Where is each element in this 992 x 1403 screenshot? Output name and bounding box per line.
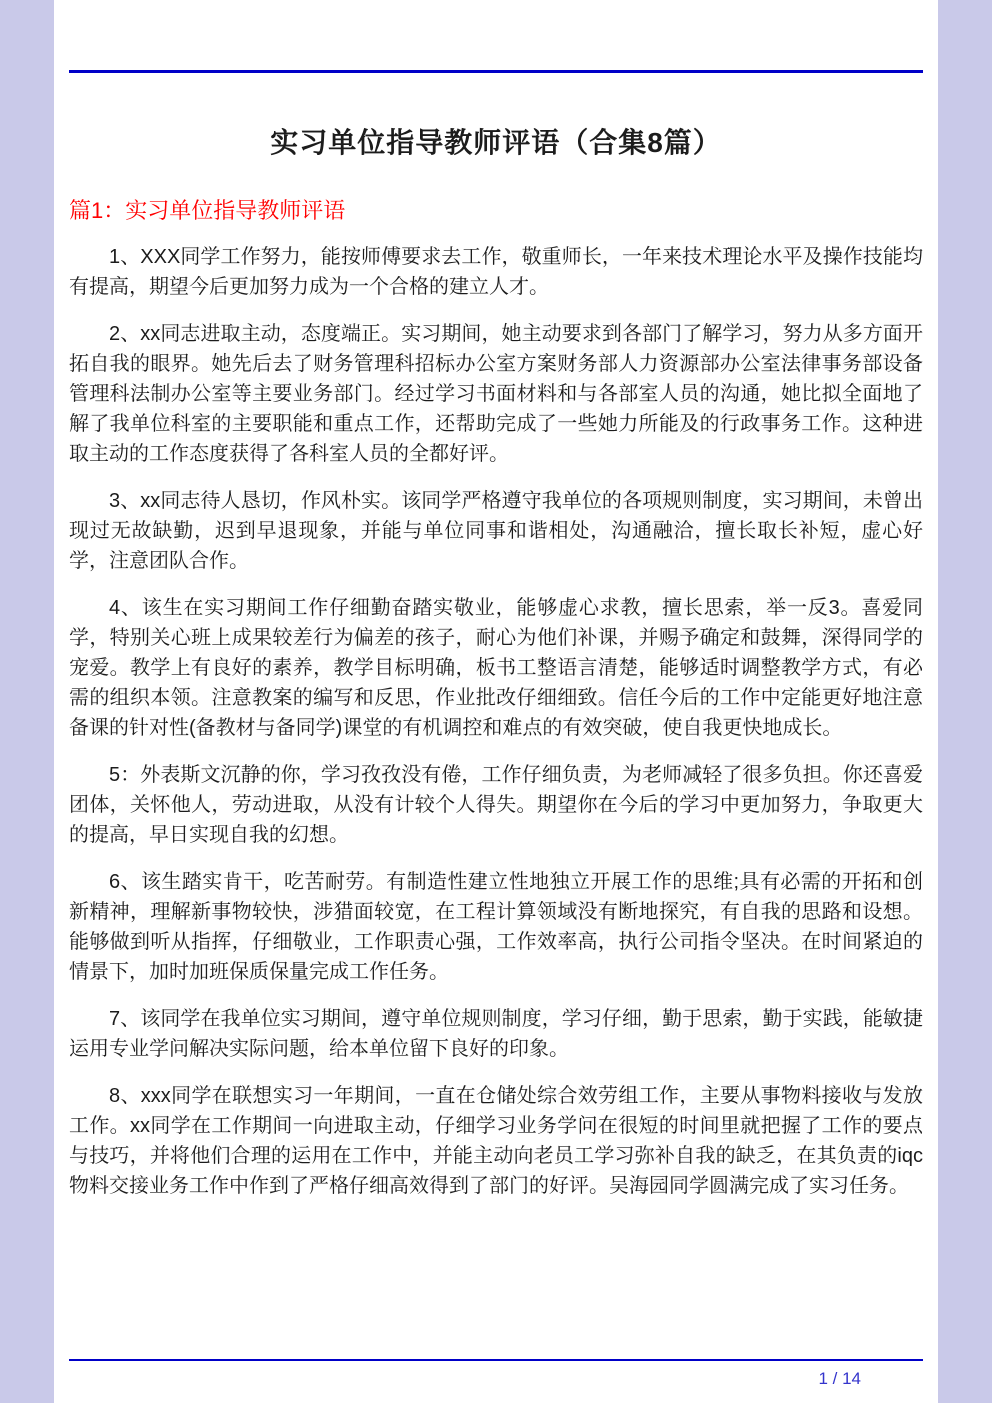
paragraph-3: 3、xx同志待人恳切，作风朴实。该同学严格遵守我单位的各项规则制度，实习期间，未曾出现过无故缺勤，迟到早退现象，并能与单位同事和谐相处，沟通融洽，擅长取长补短，虚心好学，注意团队合作。 bbox=[69, 490, 923, 572]
paragraph-1: 1、XXX同学工作努力，能按师傅要求去工作，敬重师长，一年来技术理论水平及操作技能均有提高，期望今后更加努力成为一个合格的建立人才。 bbox=[69, 246, 923, 298]
paragraph-7: 7、该同学在我单位实习期间，遵守单位规则制度，学习仔细，勤于思索，勤于实践，能敏捷运用专业学问解决实际问题，给本单位留下良好的印象。 bbox=[69, 1008, 923, 1060]
paragraph-8: 8、xxx同学在联想实习一年期间，一直在仓储处综合效劳组工作，主要从事物料接收与发放工作。xx同学在工作期间一向进取主动，仔细学习业务学问在很短的时间里就把握了工作的要点与技巧，并将他们合理的运用在工作中，并能主动向老员工学习弥补自我的缺乏，在其负责的iqc物料交接业务工作中作到了严格仔细高效得到了部门的好评。吴海园同学圆满完成了实习任务。 bbox=[69, 1085, 923, 1197]
paragraph-5: 5：外表斯文沉静的你，学习孜孜没有倦，工作仔细负责，为老师减轻了很多负担。你还喜爱团体，关怀他人，劳动进取，从没有计较个人得失。期望你在今后的学习中更加努力，争取更大的提高，早日实现自我的幻想。 bbox=[69, 764, 923, 846]
paragraph-6: 6、该生踏实肯干，吃苦耐劳。有制造性建立性地独立开展工作的思维;具有必需的开拓和创新精神，理解新事物较快，涉猎面较宽，在工程计算领域没有断地探究，有自我的思路和设想。能够做到听从指挥，仔细敬业，工作职责心强，工作效率高，执行公司指令坚决。在时间紧迫的情景下，加时加班保质保量完成工作任务。 bbox=[69, 871, 923, 983]
document-page bbox=[54, 0, 938, 1403]
page-footer bbox=[69, 1359, 923, 1403]
paragraph-4: 4、该生在实习期间工作仔细勤奋踏实敬业，能够虚心求教，擅长思索，举一反3。喜爱同学，特别关心班上成果较差行为偏差的孩子，耐心为他们补课，并赐予确定和鼓舞，深得同学的宠爱。教学上有良好的素养，教学目标明确，板书工整语言清楚，能够适时调整教学方式，有必需的组织本领。注意教案的编写和反思，作业批改仔细细致。信任今后的工作中定能更好地注意备课的针对性(备教材与备同学)课堂的有机调控和难点的有效突破，使自我更快地成长。 bbox=[69, 597, 923, 739]
page-number: 1 / 14 bbox=[818, 1369, 861, 1388]
paragraph-2: 2、xx同志进取主动，态度端正。实习期间，她主动要求到各部门了解学习，努力从多方面开拓自我的眼界。她先后去了财务管理科招标办公室方案财务部人力资源部办公室法律事务部设备管理科法制办公室等主要业务部门。经过学习书面材料和与各部室人员的沟通，她比拟全面地了解了我单位科室的主要职能和重点工作，还帮助完成了一些她力所能及的行政事务工作。这种进取主动的工作态度获得了各科室人员的全都好评。 bbox=[69, 323, 923, 465]
document-title: 实习单位指导教师评语（合集8篇） bbox=[270, 127, 722, 158]
section-heading: 篇1：实习单位指导教师评语 bbox=[69, 198, 346, 223]
top-horizontal-rule bbox=[69, 70, 923, 73]
